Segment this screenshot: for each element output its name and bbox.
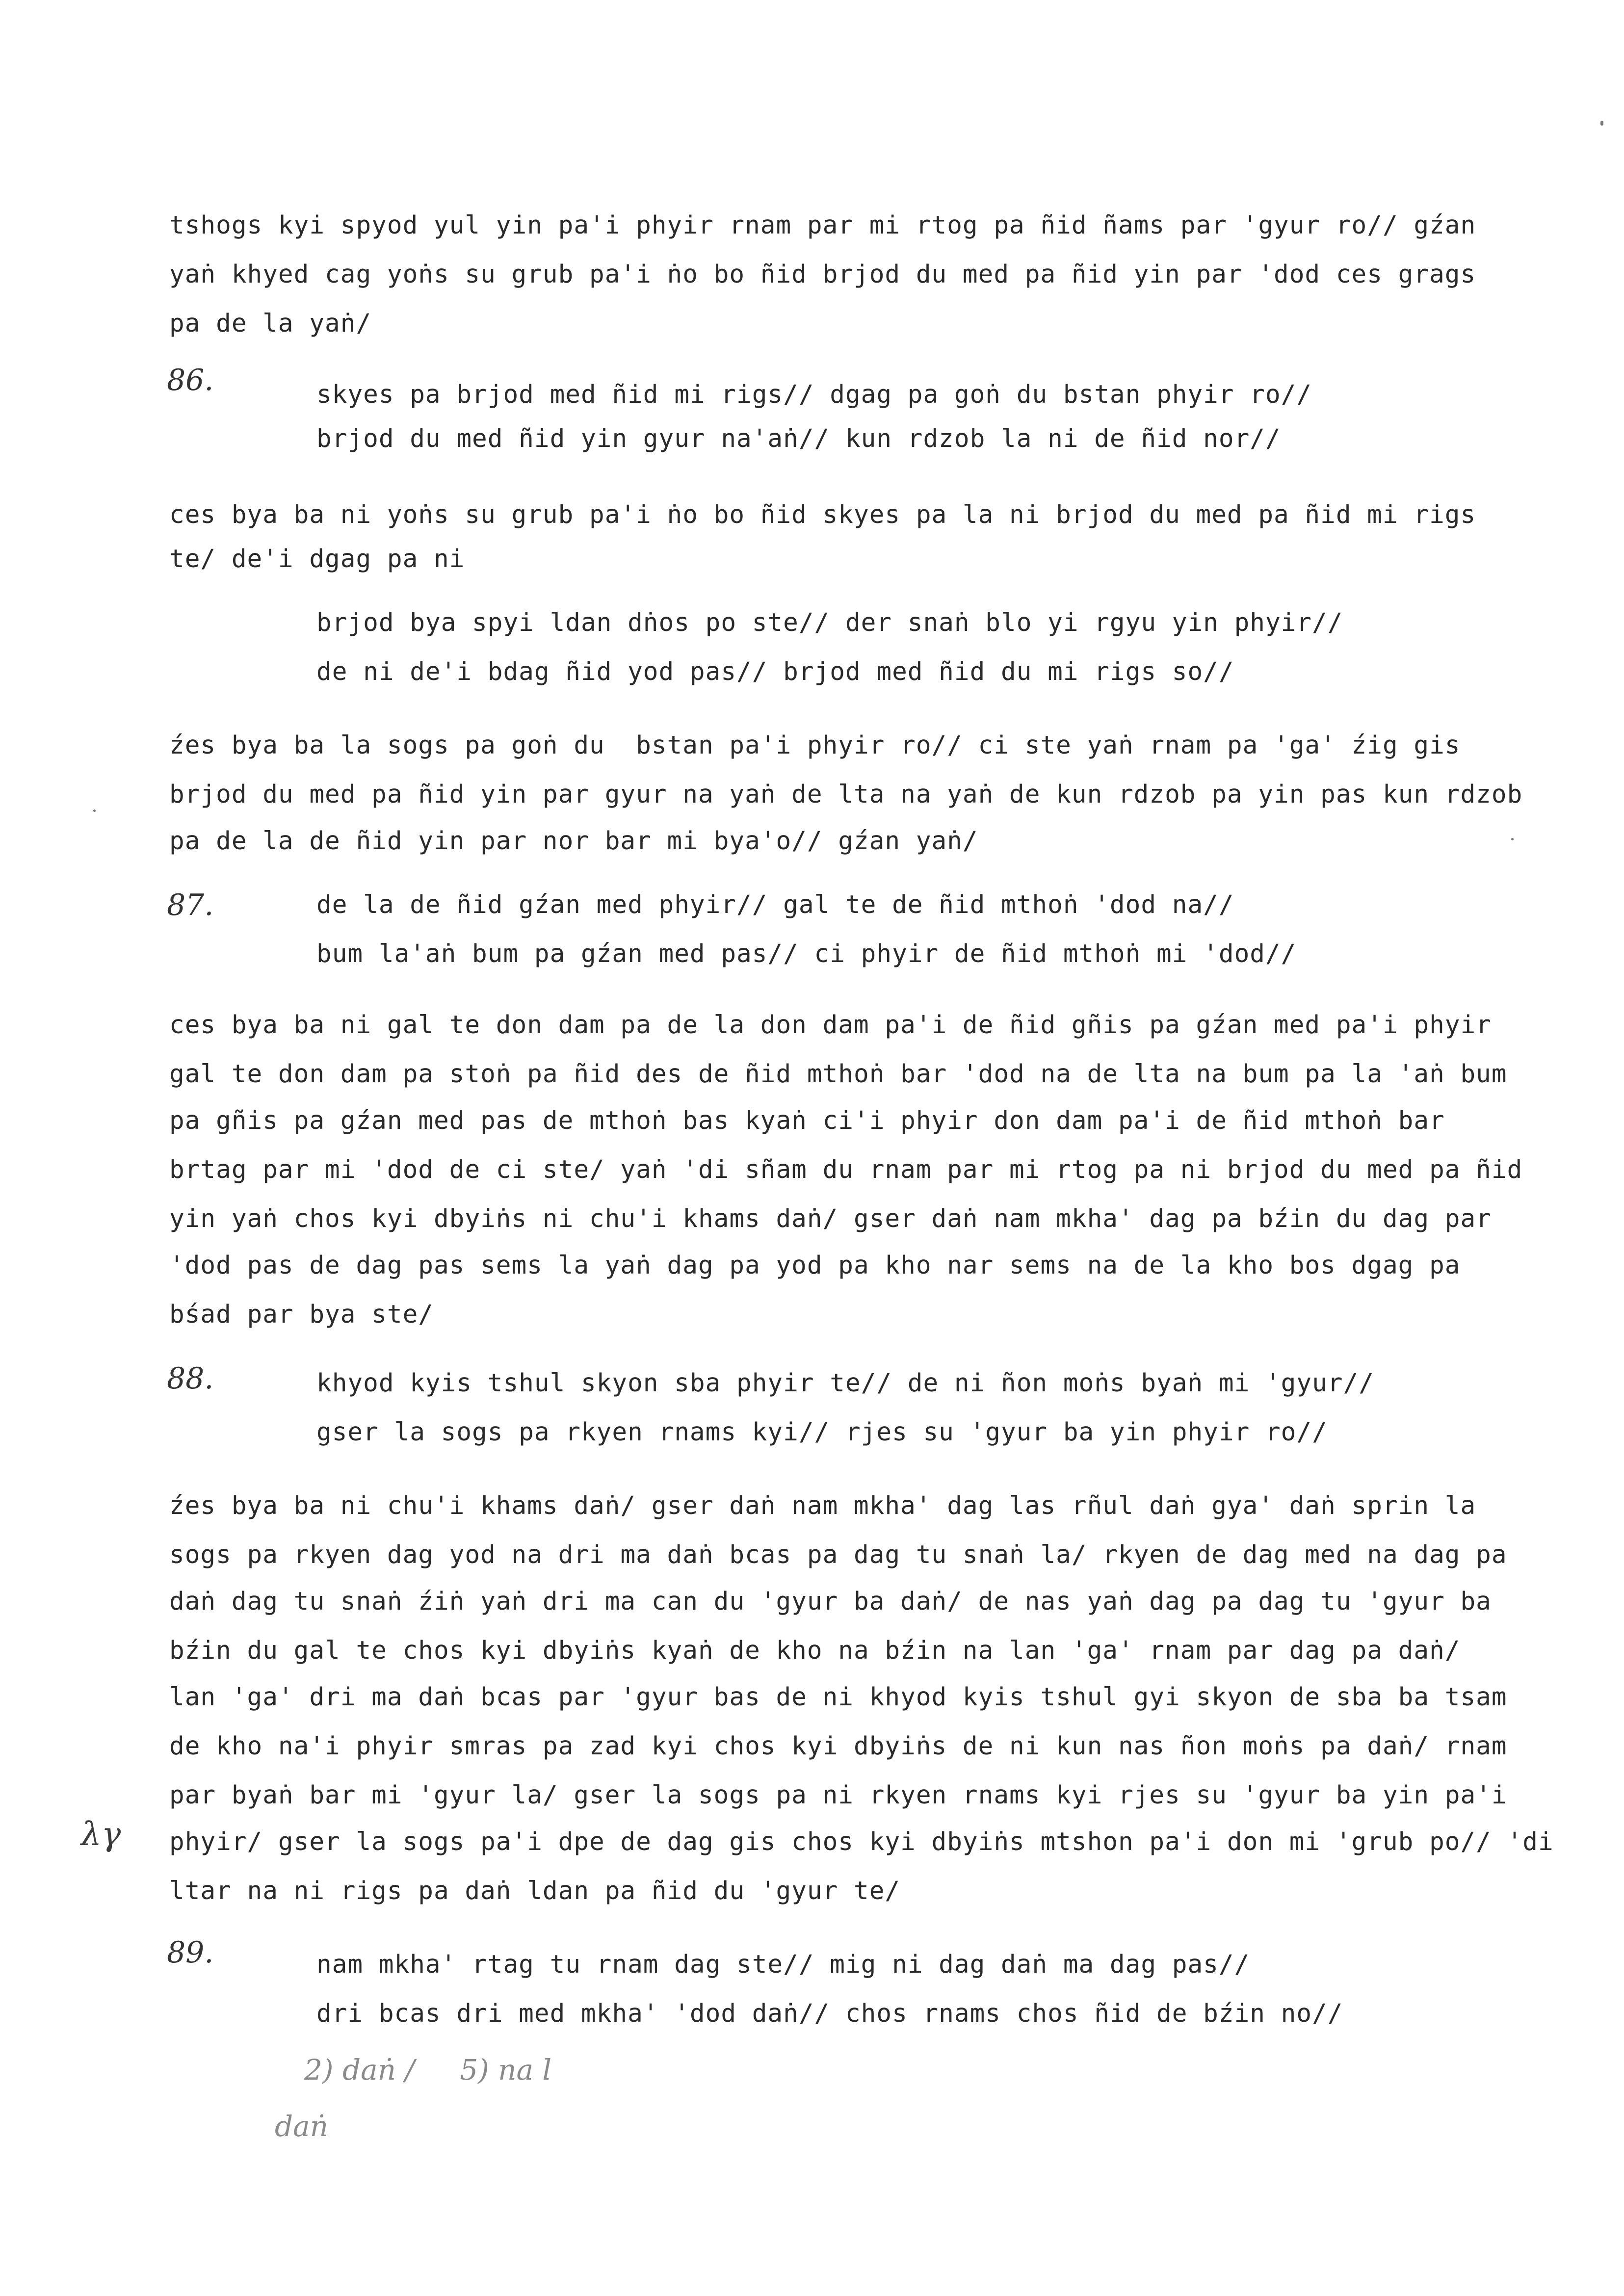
- commentary-88-line-1: źes bya ba ni chu'i khams daṅ/ gser daṅ nam mkha' dag las rñul daṅ gya' daṅ sprin la: [169, 1491, 1476, 1520]
- commentary-88-line-5: lan 'ga' dri ma daṅ bcas par 'gyur bas de ni khyod kyis tshul gyi skyon de sba ba tsam: [169, 1683, 1507, 1712]
- commentary-88-line-4: bźin du gal te chos kyi dbyiṅs kyaṅ de kho na bźin na lan 'ga' rnam par dag pa daṅ/: [169, 1636, 1461, 1665]
- commentary-87-line-6: 'dod pas de dag pas sems la yaṅ dag pa yod pa kho nar sems na de la kho bos dgag pa: [169, 1251, 1461, 1280]
- commentary-87-line-2: gal te don dam pa stoṅ pa ñid des de ñid mthoṅ bar 'dod na de lta na bum pa la 'aṅ bum: [169, 1060, 1507, 1089]
- scan-speck: [1600, 121, 1603, 126]
- intro-line-2: yaṅ khyed cag yoṅs su grub pa'i ṅo bo ñid brjod du med pa ñid yin par 'dod ces grags: [169, 260, 1476, 289]
- scan-speck: [93, 809, 96, 812]
- commentary-87-line-7: bśad par bya ste/: [169, 1300, 434, 1329]
- verse-89-line-1: nam mkha' rtag tu rnam dag ste// mig ni dag daṅ ma dag pas//: [316, 1950, 1250, 1979]
- intro-line-3: pa de la yaṅ/: [169, 309, 372, 338]
- verse-87-line-1: de la de ñid gźan med phyir// gal te de ñid mthoṅ 'dod na//: [316, 890, 1234, 919]
- commentary-86b-line-1: źes bya ba la sogs pa goṅ du bstan pa'i phyir ro// ci ste yaṅ rnam pa 'ga' źig gis: [169, 731, 1461, 760]
- verse-number-89: 89.: [167, 1935, 214, 1970]
- commentary-86b-line-3: pa de la de ñid yin par nor bar mi bya'o// gźan yaṅ/: [169, 827, 978, 856]
- commentary-88-line-7: par byaṅ bar mi 'gyur la/ gser la sogs pa ni rkyen rnams kyi rjes su 'gyur ba yin pa'i: [169, 1781, 1507, 1810]
- verse-86-line-1: skyes pa brjod med ñid mi rigs// dgag pa goṅ du bstan phyir ro//: [316, 380, 1312, 409]
- verse-86b-line-1: brjod bya spyi ldan dṅos po ste// der snaṅ blo yi rgyu yin phyir//: [316, 608, 1343, 637]
- commentary-87-line-3: pa gñis pa gźan med pas de mthoṅ bas kyaṅ ci'i phyir don dam pa'i de ñid mthoṅ bar: [169, 1106, 1445, 1135]
- verse-88-line-2: gser la sogs pa rkyen rnams kyi// rjes su 'gyur ba yin phyir ro//: [316, 1418, 1328, 1447]
- verse-86-line-2: brjod du med ñid yin gyur na'aṅ// kun rdzob la ni de ñid nor//: [316, 424, 1281, 453]
- intro-line-1: tshogs kyi spyod yul yin pa'i phyir rnam par mi rtog pa ñid ñams par 'gyur ro// gźan: [169, 211, 1476, 240]
- commentary-86b-line-2: brjod du med pa ñid yin par gyur na yaṅ de lta na yaṅ de kun rdzob pa yin pas kun rdzob: [169, 780, 1523, 809]
- commentary-88-line-8: phyir/ gser la sogs pa'i dpe de dag gis chos kyi dbyiṅs mtshon pa'i don mi 'grub po// 'di: [169, 1827, 1554, 1856]
- verse-87-line-2: bum la'aṅ bum pa gźan med pas// ci phyir de ñid mthoṅ mi 'dod//: [316, 939, 1297, 968]
- verse-number-88: 88.: [167, 1361, 214, 1396]
- verse-number-87: 87.: [167, 888, 214, 922]
- commentary-86-line-2: te/ de'i dgag pa ni: [169, 545, 465, 574]
- verse-88-line-1: khyod kyis tshul skyon sba phyir te// de ni ñon moṅs byaṅ mi 'gyur//: [316, 1369, 1374, 1398]
- commentary-88-line-9: ltar na ni rigs pa daṅ ldan pa ñid du 'gyur te/: [169, 1877, 901, 1905]
- commentary-86-line-1: ces bya ba ni yoṅs su grub pa'i ṅo bo ñid skyes pa la ni brjod du med pa ñid mi rigs: [169, 500, 1476, 529]
- commentary-88-line-3: daṅ dag tu snaṅ źiṅ yaṅ dri ma can du 'gyur ba daṅ/ de nas yaṅ dag pa dag tu 'gyur ba: [169, 1587, 1492, 1616]
- handwritten-note-line-1: 2) daṅ / 5) na l: [304, 2053, 552, 2087]
- margin-note: λγ: [81, 1815, 121, 1853]
- scan-speck: [1511, 838, 1514, 840]
- commentary-88-line-6: de kho na'i phyir smras pa zad kyi chos kyi dbyiṅs de ni kun nas ñon moṅs pa daṅ/ rnam: [169, 1732, 1507, 1761]
- commentary-87-line-5: yin yaṅ chos kyi dbyiṅs ni chu'i khams daṅ/ gser daṅ nam mkha' dag pa bźin du dag par: [169, 1204, 1492, 1233]
- handwritten-note-line-2: daṅ: [275, 2110, 329, 2143]
- verse-86b-line-2: de ni de'i bdag ñid yod pas// brjod med ñid du mi rigs so//: [316, 657, 1234, 686]
- commentary-87-line-1: ces bya ba ni gal te don dam pa de la don dam pa'i de ñid gñis pa gźan med pa'i phyir: [169, 1011, 1492, 1040]
- verse-number-86: 86.: [167, 363, 214, 397]
- verse-89-line-2: dri bcas dri med mkha' 'dod daṅ// chos rnams chos ñid de bźin no//: [316, 1999, 1343, 2028]
- commentary-87-line-4: brtag par mi 'dod de ci ste/ yaṅ 'di sñam du rnam par mi rtog pa ni brjod du med pa ñid: [169, 1155, 1523, 1184]
- commentary-88-line-2: sogs pa rkyen dag yod na dri ma daṅ bcas pa dag tu snaṅ la/ rkyen de dag med na dag pa: [169, 1540, 1507, 1569]
